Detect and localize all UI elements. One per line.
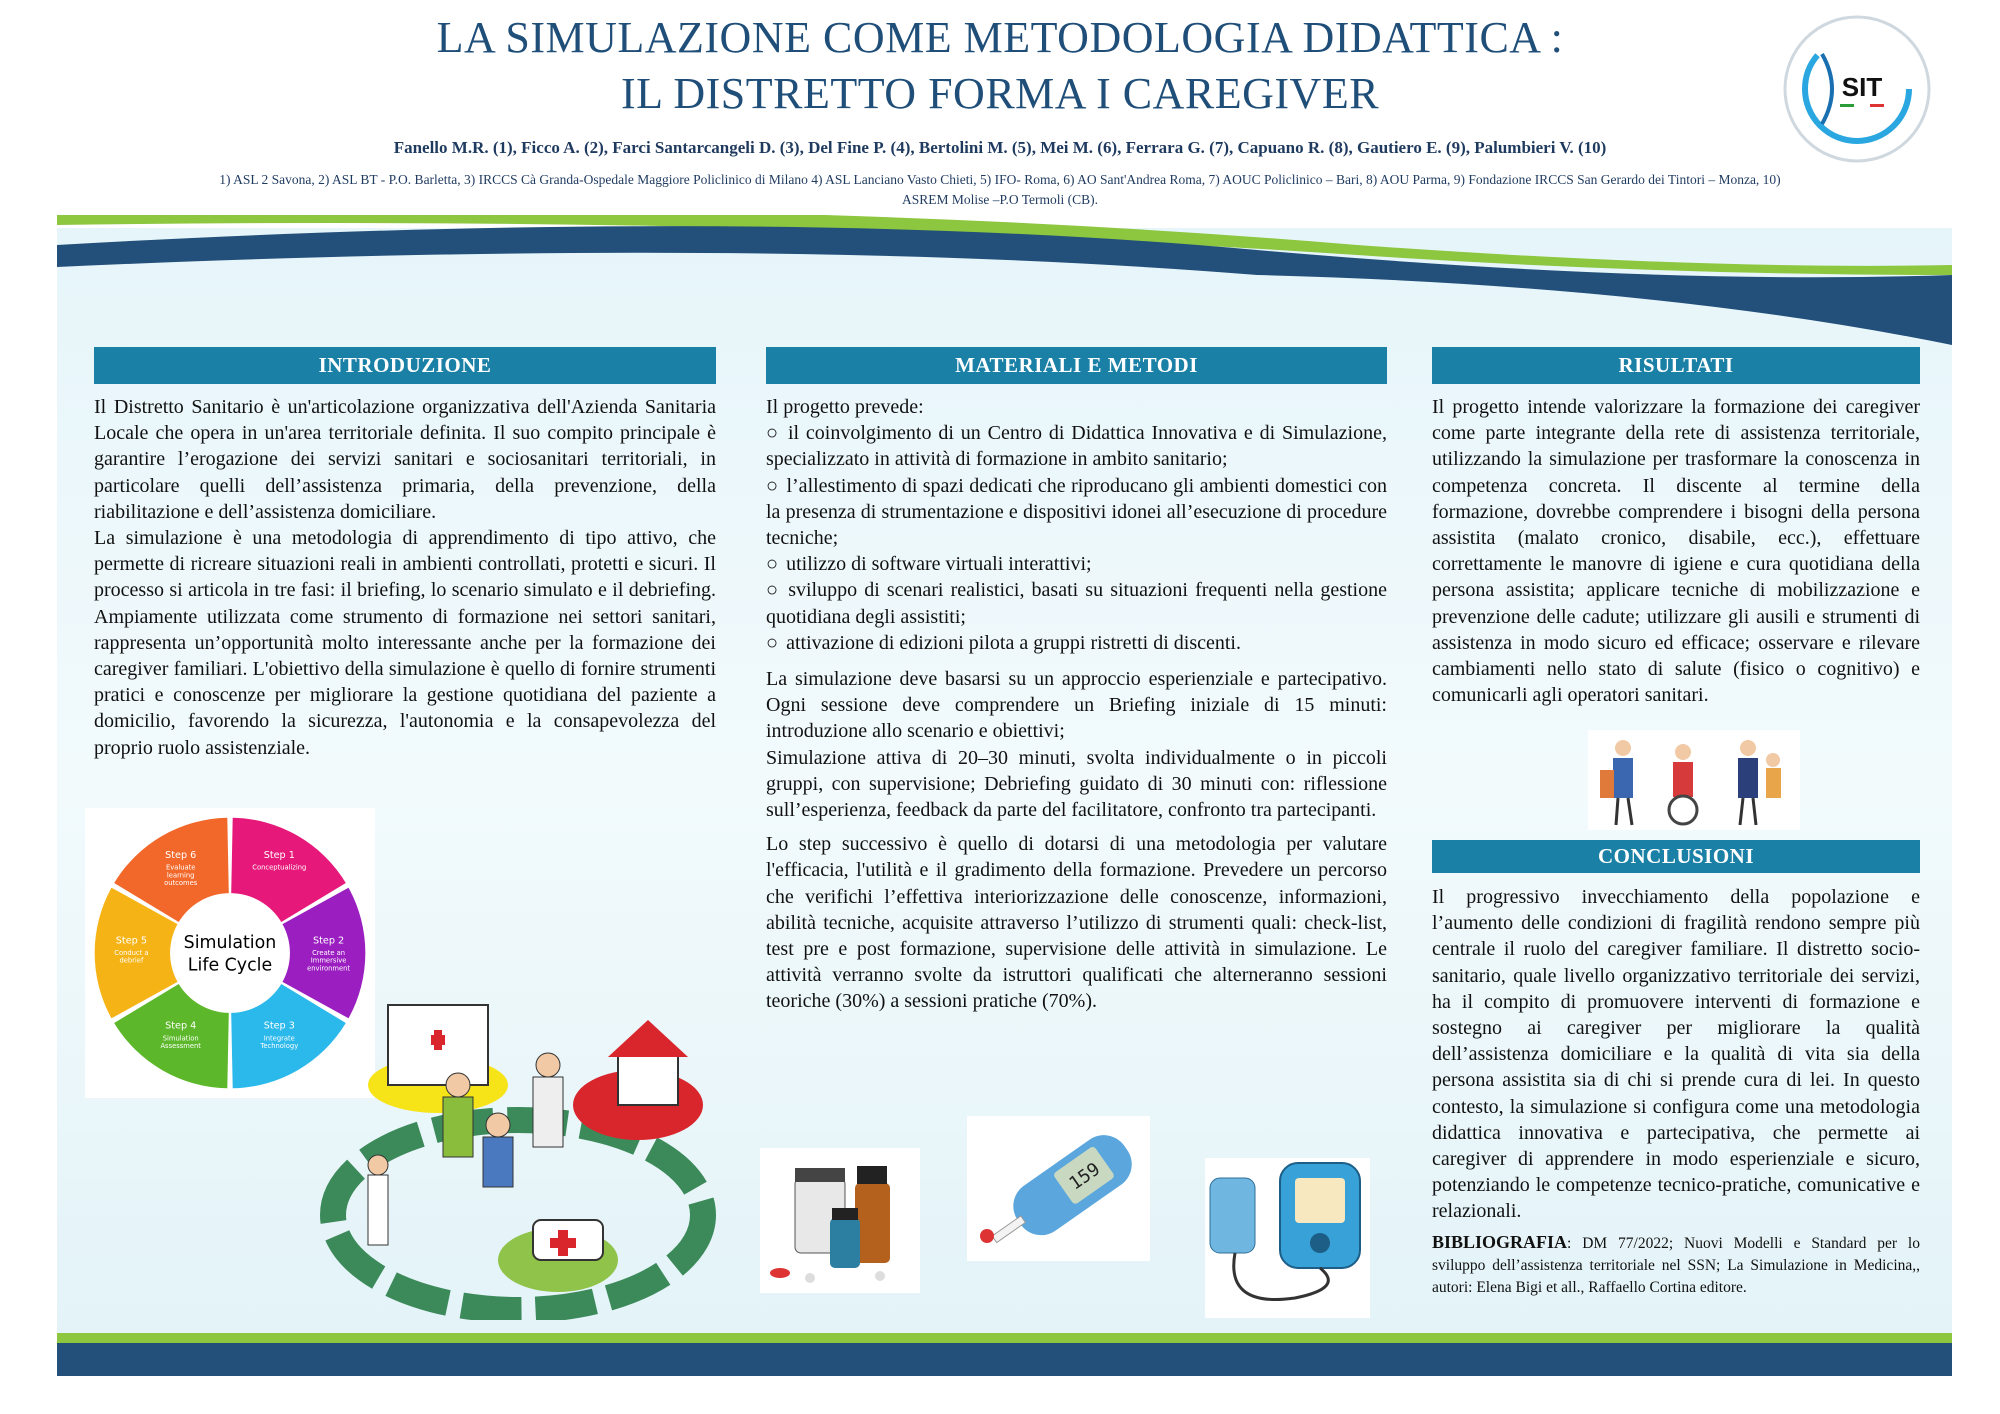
district-care-illustration [318, 995, 728, 1320]
cycle-step-label-line: Create an [312, 948, 346, 957]
results-section [1432, 347, 1920, 708]
affiliations: 1) ASL 2 Savona, 2) ASL BT - P.O. Barletta, 3) IRCCS Cà Granda-Ospedale Maggiore Policlinico di Milano 4) ASL Lanciano Vasto Chieti, 5) IFO- Roma, 6) AO Sant'Andrea Roma, 7) AOUC Policlinico – Bari, 8) AOU Parma, 9) Fondazione IRCCS San Gerardo dei Tintori – Monza, 10) ASREM Molise –P.O Termoli (CB). [219, 172, 1781, 207]
authors: Fanello M.R. (1), Ficco A. (2), Farci Santarcangeli D. (3), Del Fine P. (4), Bertolini M. (5), Mei M. (6), Ferrara G. (7), Capuano R. (8), Gautiero E. (9), Palumbieri V. (10) [393, 138, 1607, 157]
cycle-center-1: Simulation [183, 933, 277, 954]
methods-paragraph-2: La simulazione deve basarsi su un approccio esperienziale e partecipativo. Ogni sessione deve comprendere un Briefing iniziale di 15 minuti: introduzione allo scenario e obiettivi; [766, 668, 1387, 743]
header-wave [57, 215, 1952, 345]
methods-heading: MATERIALI E METODI [766, 347, 1387, 384]
bullet-text: utilizzo di software virtuali interattivi; [786, 553, 1092, 576]
conclusions-paragraph: Il progressivo invecchiamento della popolazione e l’aumento delle condizioni di fragilità rendono sempre più centrale il ruolo del caregiver familiare. Il distretto socio-sanitario, quale livello organizzativo territoriale dei servizi, ha il compito di promuovere interventi di formazione e sostegno ai caregiver per migliorare la qualità dell’assistenza domiciliare e la qualità di vita sia della persona assistita sia di chi si prende cura di lei. In questo contesto, la simulazione si configura come una metodologia didattica innovativa e partecipativa, che permette ai caregiver di apprendere in modo esperienziale e sicuro, potenziando le competenze tecnico-pratiche, comunicative e relazionali. [1432, 886, 1920, 1223]
results-heading: RISULTATI [1432, 347, 1920, 384]
cycle-center-2: Life Cycle [187, 955, 273, 976]
bullet-text: sviluppo di scenari realistici, basati su situazioni frequenti nella gestione quotidiana degli assistiti; [766, 579, 1387, 628]
conclusions-heading: CONCLUSIONI [1432, 840, 1920, 873]
bullet-circle-icon: ○ [766, 579, 781, 602]
conclusions-section [1432, 840, 1920, 1299]
cycle-step-number: Step 1 [263, 849, 295, 861]
cycle-step-label-line: learning [166, 871, 195, 880]
methods-bullet-item [766, 577, 1387, 629]
cycle-step-label [259, 1034, 298, 1050]
cycle-step-label [160, 1034, 201, 1050]
methods-bullet-item [766, 551, 1387, 577]
cycle-step-label-line: Technology [260, 1042, 299, 1051]
cycle-step-label-line: Integrate [263, 1034, 295, 1043]
blood-pressure-monitor-image [1205, 1158, 1370, 1318]
poster-title [0, 10, 2000, 122]
bullet-circle-icon: ○ [766, 631, 779, 654]
bibliography-label: BIBLIOGRAFIA [1432, 1231, 1568, 1252]
bibliography [1432, 1231, 1920, 1299]
bullet-circle-icon: ○ [766, 474, 779, 497]
bibliography-text: : DM 77/2022; Nuovi Modelli e Standard per lo sviluppo dell’assistenza territoriale nel SSN; La Simulazione in Medicina,, autori: Elena Bigi et all., Raffaello Cortina editore. [1432, 1234, 1920, 1296]
cycle-step-label-line: environment [307, 964, 351, 973]
methods-lead: Il progetto prevede: [766, 396, 924, 418]
cycle-step-number: Step 6 [165, 849, 197, 861]
intro-section [94, 347, 716, 761]
results-paragraph: Il progetto intende valorizzare la formazione dei caregiver come parte integrante della rete di assistenza territoriale, utilizzando la simulazione per trasformare la conoscenza in competenza concreta. Il discente al termine della formazione, dovrebbe comprendere i bisogni della persona assistita (malato cronico, disabile, ecc.), effettuare correttamente le manovre di igiene e cura quotidiana della persona assistita; applicare tecniche di mobilizzazione e prevenzione delle cadute; utilizzare gli ausili e strumenti di assistenza in modo sicuro ed efficace; osservare e rilevare cambiamenti nello stato di salute (fisico o cognitivo) e comunicarli agli operatori sanitari. [1432, 396, 1920, 707]
bullet-text: il coinvolgimento di un Centro di Didattica Innovativa e di Simulazione, specializzato in attività di formazione in ambito sanitario; [766, 422, 1387, 471]
methods-section [766, 347, 1387, 1015]
sit-logo [1782, 14, 1932, 164]
cycle-step-label-line: Immersive [310, 956, 347, 965]
bullet-circle-icon: ○ [766, 553, 779, 576]
glucometer-image [967, 1116, 1150, 1261]
cycle-step-label [164, 864, 198, 887]
intro-paragraph-1: Il Distretto Sanitario è un'articolazione organizzativa dell'Azienda Sanitaria Locale che opera in un'area territoriale definita. Il suo compito principale è garantire l’erogazione dei servizi sanitari e sociosanitari territoriali, in particolare quelli dell’assistenza primaria, della prevenzione, della riabilitazione e dell’assistenza domiciliare. [94, 396, 716, 523]
cycle-step-label-line: outcomes [164, 879, 198, 888]
cycle-step-label-line: Simulation [162, 1034, 199, 1043]
svg-text:SIT: SIT [1841, 72, 1883, 102]
cycle-step-number: Step 3 [263, 1020, 295, 1032]
cycle-step-label-line: Conduct a [114, 948, 149, 957]
title-line-1: LA SIMULAZIONE COME METODOLOGIA DIDATTICA : [436, 13, 1564, 62]
intro-paragraph-2: La simulazione è una metodologia di apprendimento di tipo attivo, che permette di ricreare situazioni reali in ambienti controllati, protetti e sicuri. Il processo si articola in tre fasi: il briefing, lo scenario simulato e il debriefing. Ampiamente utilizzata come strumento di formazione nei settori sanitari, rappresenta un’opportunità molto interessante anche per la formazione dei caregiver familiari. L'obiettivo della simulazione è quello di fornire strumenti pratici e conoscenze per migliorare la gestione quotidiana del paziente a domicilio, favorendo la sicurezza, l'autonomia e la consapevolezza del proprio ruolo assistenziale. [94, 527, 716, 759]
cycle-step-number: Step 5 [115, 935, 148, 947]
bullet-text: attivazione di edizioni pilota a gruppi ristretti di discenti. [786, 631, 1241, 654]
bullet-text: l’allestimento di spazi dedicati che riproducano gli ambienti domestici con la presenza di strumentazione e dispositivi idonei all’esecuzione di procedure tecniche; [766, 474, 1387, 550]
methods-paragraph-3: Simulazione attiva di 20–30 minuti, svolta individualmente o in piccoli gruppi, con supervisione; Debriefing guidato di 30 minuti con: riflessione sull’esperienza, feedback da parte del facilitatore, confronto tra partecipanti. [766, 746, 1387, 822]
methods-bullet-item [766, 630, 1387, 656]
cycle-step-label-line: Evaluate [165, 863, 196, 872]
caregivers-illustration [1588, 730, 1800, 830]
footer-bar [57, 1343, 1952, 1376]
cycle-step-label [307, 949, 350, 972]
methods-paragraph-4: Lo step successivo è quello di dotarsi di una metodologia per valutare l'efficacia, l'utilità e il gradimento della formazione. Prevedere un percorso che verifichi l’effettiva interiorizzazione delle conoscenze, informazioni, abilità tecniche, acquisite attraverso l’utilizzo di strumenti quali: check-list, test pre e post formazione, supervisione delle attività in simulazione. Le attività verranno svolte da istruttori qualificati che alterneranno sessioni teoriche (30%) a sessioni pratiche (70%). [766, 833, 1387, 1013]
cycle-step-label [252, 864, 306, 872]
cycle-step-label-line: Conceptualizing [252, 863, 307, 872]
cycle-step-label-line: debrief [119, 956, 144, 965]
footer-green-stripe [57, 1333, 1952, 1343]
methods-bullet-list [766, 420, 1387, 656]
intro-heading: INTRODUZIONE [94, 347, 716, 384]
bullet-circle-icon: ○ [766, 422, 780, 445]
cycle-step-number: Step 4 [165, 1020, 197, 1032]
medicine-bottles-image [760, 1148, 920, 1293]
methods-bullet-item [766, 420, 1387, 472]
title-line-2: IL DISTRETTO FORMA I CAREGIVER [620, 69, 1380, 118]
cycle-step-number: Step 2 [312, 935, 345, 947]
glucometer-reading: 159 [1065, 1158, 1105, 1195]
cycle-step-label-line: Assessment [160, 1042, 201, 1051]
methods-bullet-item [766, 473, 1387, 552]
